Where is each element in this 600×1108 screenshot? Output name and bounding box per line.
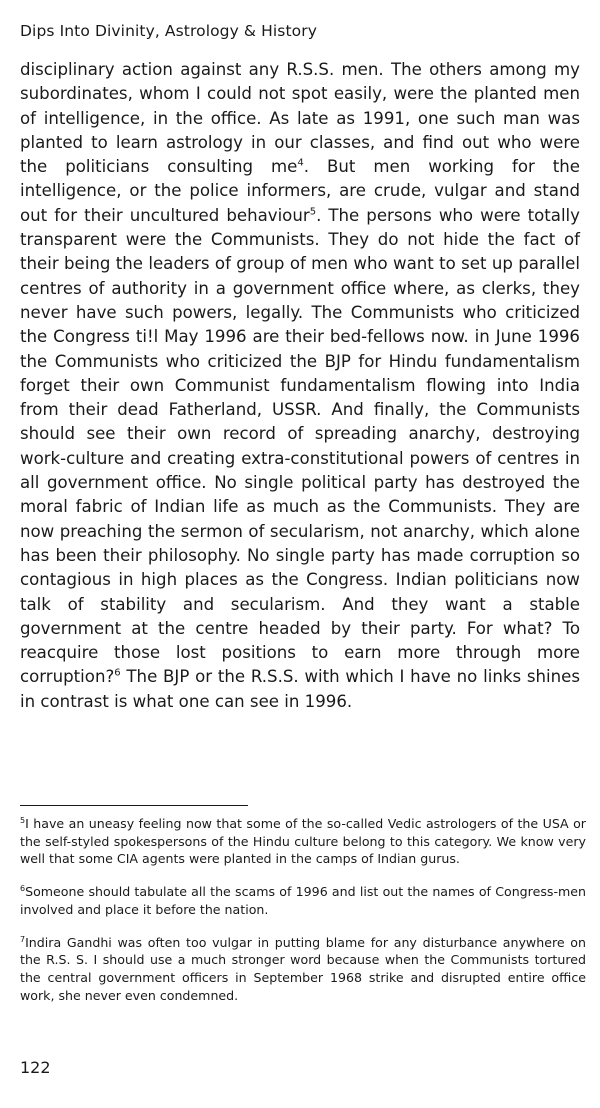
footnote-text: Indira Gandhi was often too vulgar in putting blame for any disturbance anywhere on the R.S. S. I should use a much stronger word because when the Communists tortured the central government officers in September 1968 strike and disrupted entire office work, she never even condemned. — [20, 934, 586, 1003]
footnote-marker: 5 — [20, 815, 26, 825]
body-text-part-3: . The persons who were totally transparent were the Communists. They do not hide the fact of their being the leaders of group of men who want to set up parallel centres of authority in a government office where, as clerks, they never have such powers, legally. The Communists who criticized the Congress ti!l May 1996 are their bed-fellows now. in June 1996 the Communists who criticized the BJP for Hindu fundamentalism forget their own Communist fundamentalism flowing into India from their dead Fatherland, USSR. And finally, the Communists should see their own record of spreading anarchy, destroying work-culture and creating extra-constitutional powers of centres in all government office. No single political party has destroyed the moral fabric of Indian life as much as the Communists. They are now preaching the sermon of secularism, not anarchy, which alone has been their philosophy. No single party has made corruption so contagious in high places as the Congress. Indian politicians now talk of stability and secularism. And they want a stable government at the centre headed by their party. For what? To reacquire those lost positions to earn more through more corruption? — [20, 205, 580, 687]
footnote-text: Someone should tabulate all the scams of 1996 and list out the names of Congress-men involved and place it before the nation. — [20, 884, 586, 917]
footnote-ref-4: 4 — [297, 157, 304, 169]
footnote-5 — [20, 815, 586, 868]
footnote-ref-5: 5 — [309, 206, 317, 218]
page-number: 122 — [20, 1058, 51, 1077]
footnote-marker: 6 — [20, 883, 26, 893]
body-text-part-4: The BJP or the R.S.S. with which I have no links shines in contrast is what one can see in 1996. — [20, 667, 580, 711]
footnote-marker: 7 — [20, 934, 26, 944]
body-text-part-1: disciplinary action against any R.S.S. men. The others among my subordinates, whom I could not spot easily, were the planted men of intelligence, in the office. As late as 1991, one such man was planted to learn astrology in our classes, and find out who were the politicians consulting me — [20, 60, 580, 177]
footnote-ref-6: 6 — [114, 667, 121, 679]
footnote-text: I have an uneasy feeling now that some of the so-called Vedic astrologers of the USA or the self-styled spokespersons of the Hindu culture belong to this category. We know very well that some CIA agents were planted in the camps of Indian gurus. — [20, 816, 586, 867]
running-head: Dips Into Divinity, Astrology & History — [20, 22, 317, 40]
body-paragraph — [20, 58, 580, 714]
footnotes — [20, 815, 586, 1019]
footnote-6 — [20, 883, 586, 918]
body-text-part-2: . But men working for the intelligence, or the police informers, are crude, vulgar and stand out for their uncultured behaviour — [20, 157, 581, 225]
footnote-separator — [20, 805, 248, 806]
footnote-7 — [20, 934, 586, 1005]
